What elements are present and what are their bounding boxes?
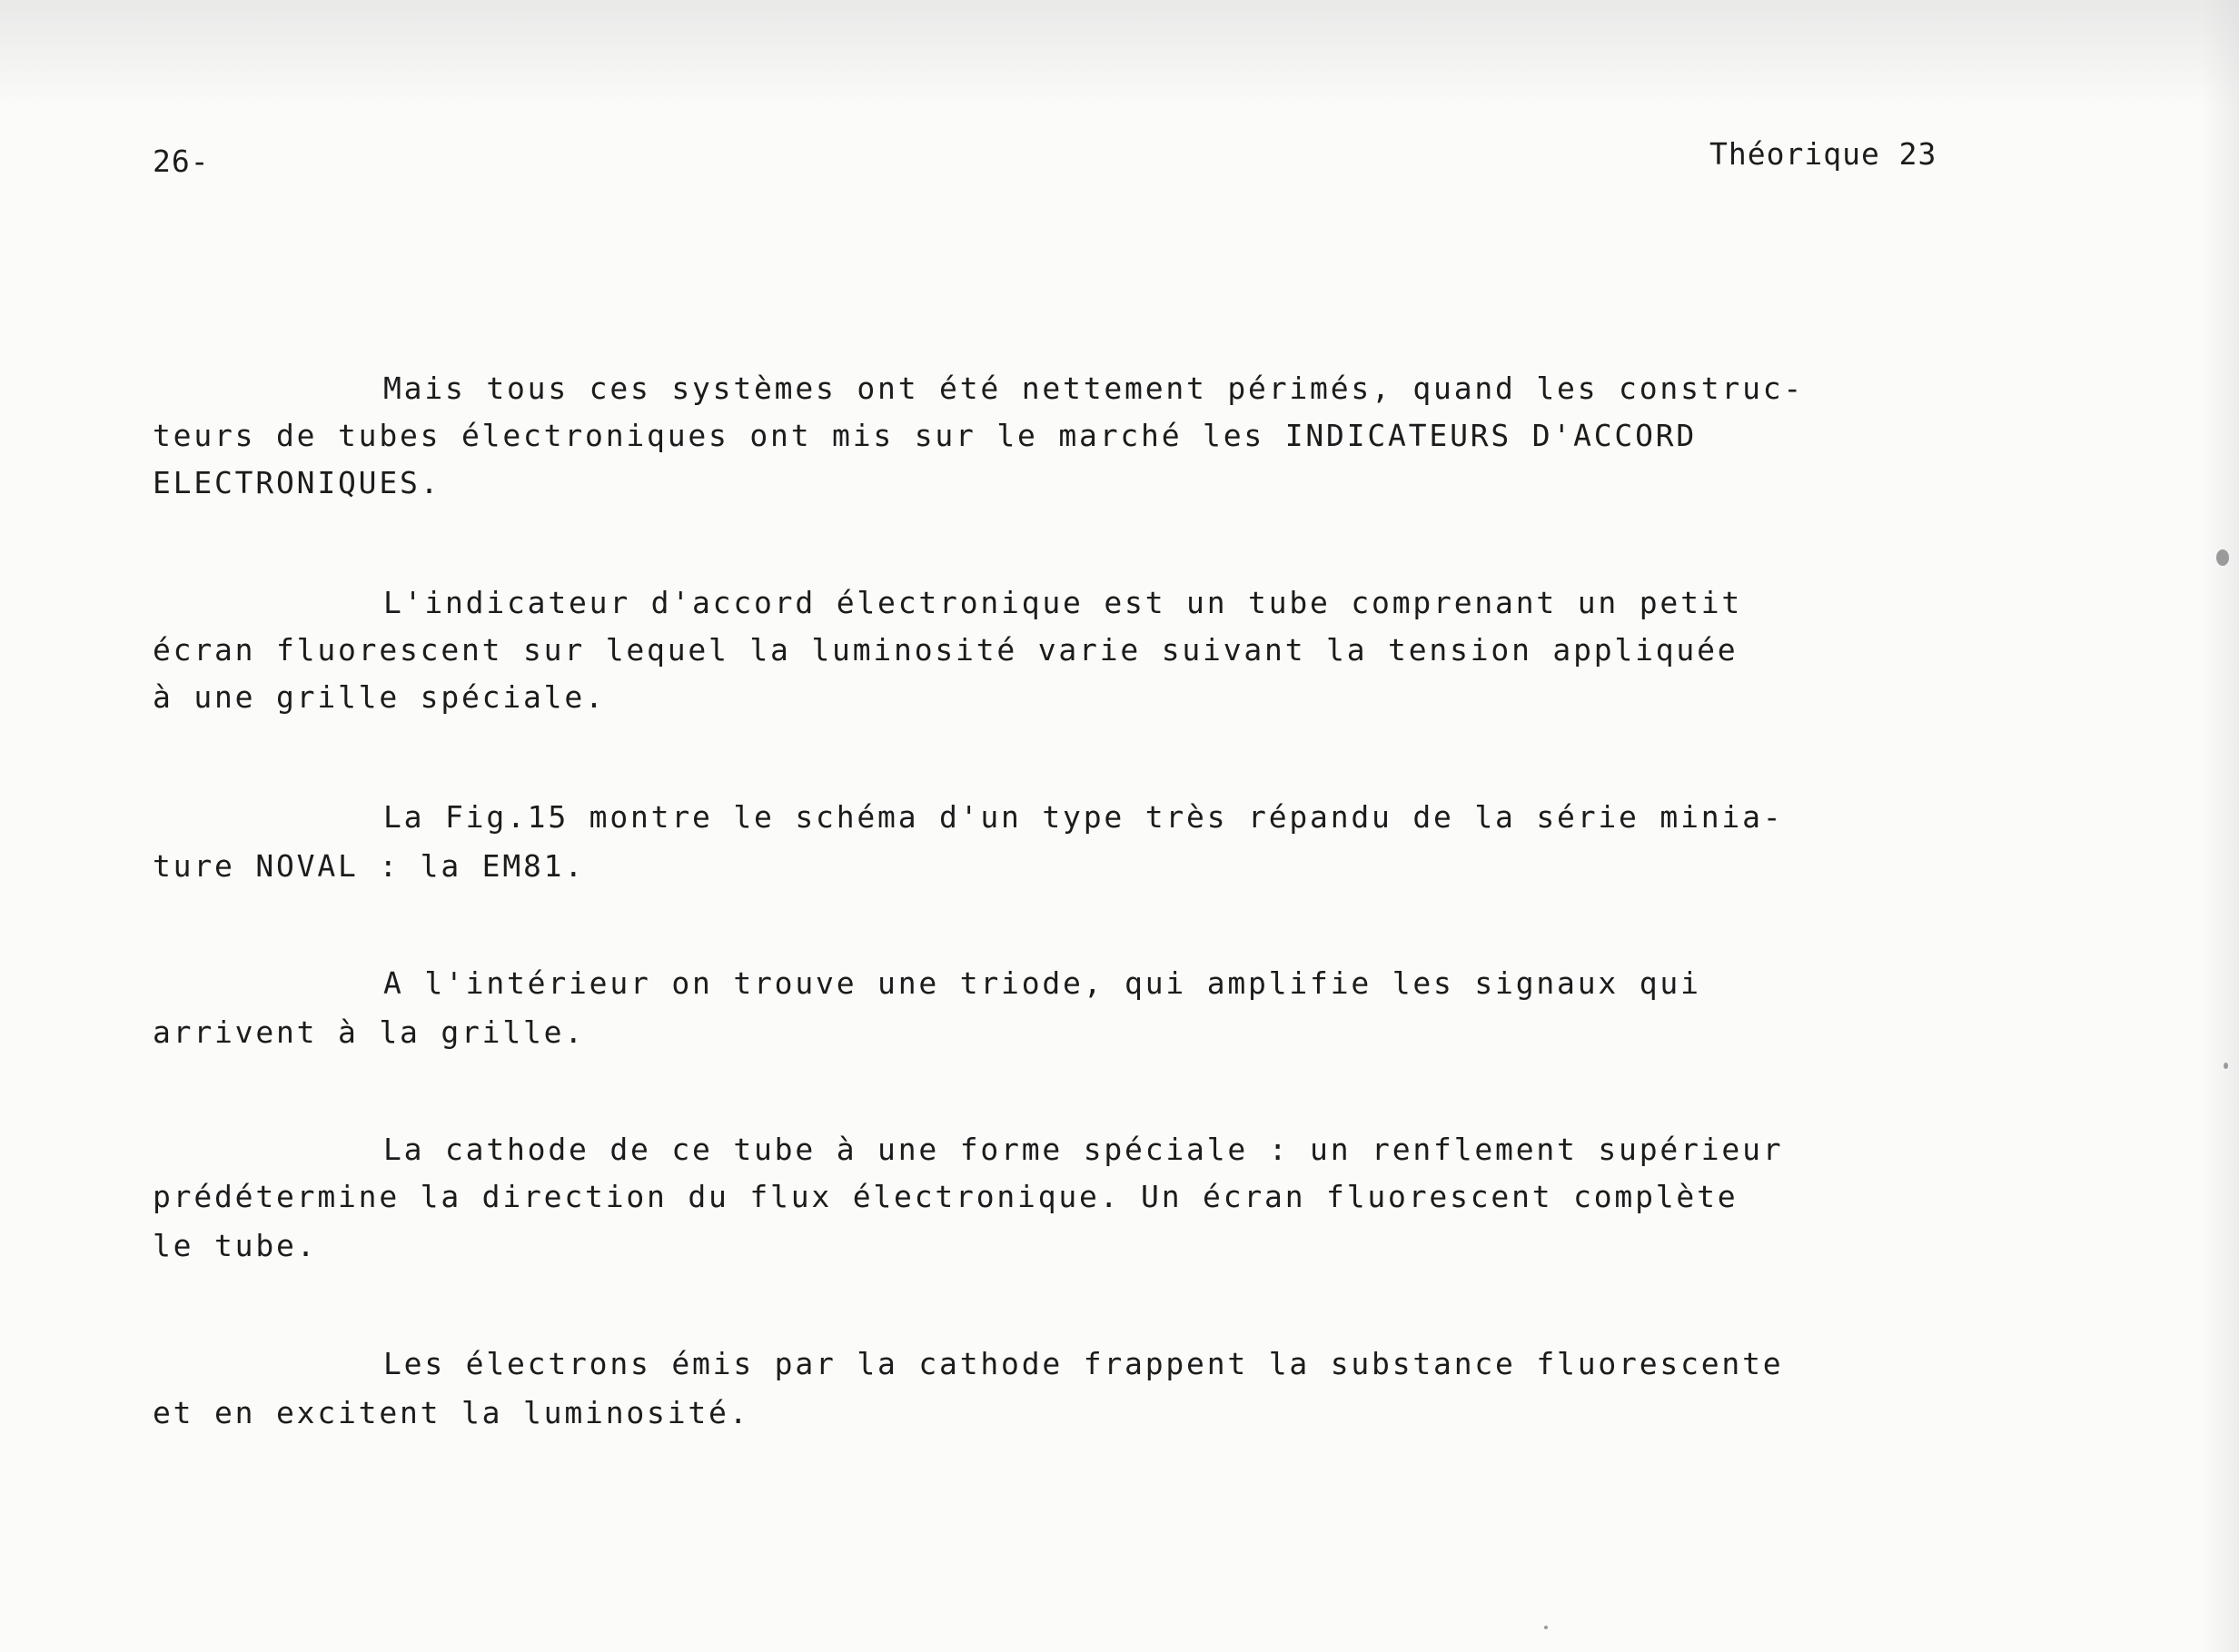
paragraph-line: écran fluorescent sur lequel la luminosité varie suivant la tension appliquée xyxy=(153,632,1739,668)
paragraph-line: A l'intérieur on trouve une triode, qui amplifie les signaux qui xyxy=(383,965,1701,1001)
paragraph-line: L'indicateur d'accord électronique est un tube comprenant un petit xyxy=(383,585,1743,620)
paragraph-line: à une grille spéciale. xyxy=(153,679,606,715)
paragraph-line: le tube. xyxy=(153,1228,318,1263)
scan-shadow-right xyxy=(2203,0,2239,1652)
paragraph-line: ture NOVAL : la EM81. xyxy=(153,848,586,884)
section-title: Théorique 23 xyxy=(1709,136,1937,172)
scan-speck xyxy=(2216,549,2229,566)
paragraph-line: La Fig.15 montre le schéma d'un type très répandu de la série minia- xyxy=(383,799,1784,835)
paragraph-line: Les électrons émis par la cathode frappent la substance fluorescente xyxy=(383,1346,1784,1381)
scan-speck xyxy=(2224,1063,2228,1069)
paragraph-line: arrivent à la grille. xyxy=(153,1014,586,1050)
page-number: 26- xyxy=(153,143,210,179)
paragraph-line: teurs de tubes électroniques ont mis sur le marché les INDICATEURS D'ACCORD xyxy=(153,418,1698,453)
paragraph-line: Mais tous ces systèmes ont été nettement périmés, quand les construc- xyxy=(383,371,1805,406)
paragraph-line: prédétermine la direction du flux électronique. Un écran fluorescent complète xyxy=(153,1179,1739,1214)
scan-speck xyxy=(1544,1626,1548,1629)
paragraph-line: La cathode de ce tube à une forme spéciale : un renflement supérieur xyxy=(383,1132,1784,1167)
scan-shadow-top xyxy=(0,0,2239,109)
paragraph-line: ELECTRONIQUES. xyxy=(153,465,441,500)
paragraph-line: et en excitent la luminosité. xyxy=(153,1395,750,1430)
